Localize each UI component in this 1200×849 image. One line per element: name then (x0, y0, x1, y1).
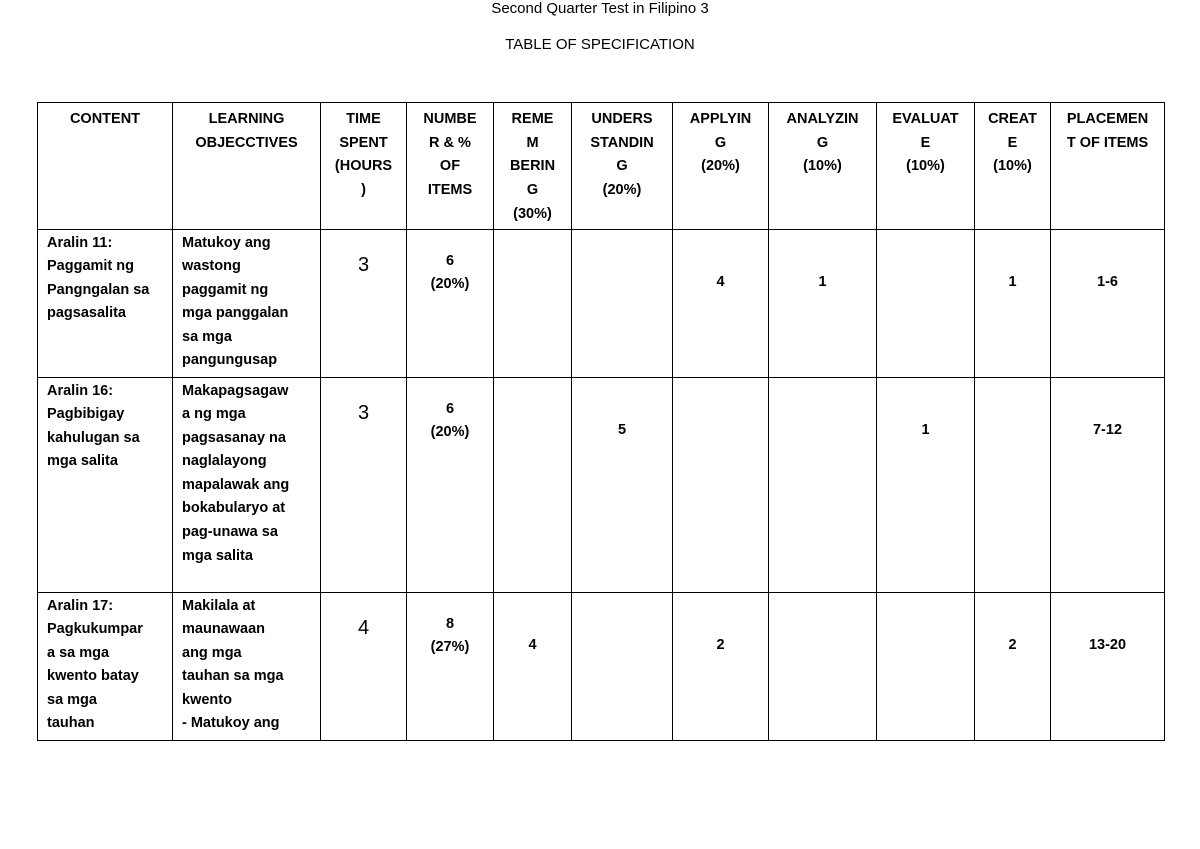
header-evaluate: EVALUAT E (10%) (877, 103, 975, 230)
create-value: 1 (1008, 273, 1017, 290)
cell-remembering (494, 229, 572, 377)
table-row (38, 592, 1165, 740)
header-applying: APPLYIN G (20%) (673, 103, 769, 230)
placement-value: 13-20 (1088, 636, 1127, 653)
cell-evaluate (877, 592, 975, 740)
header-create: CREAT E (10%) (975, 103, 1051, 230)
cell-create (975, 592, 1051, 740)
analyzing-value: 1 (818, 273, 827, 290)
items-value: 8 (27%) (430, 615, 470, 656)
cell-remembering (494, 377, 572, 592)
cell-understanding (572, 377, 673, 592)
table-header-row (38, 103, 1165, 230)
placement-value: 7-12 (1092, 421, 1123, 438)
items-value: 6 (20%) (430, 252, 470, 293)
cell-objectives: Makilala at maunawaan ang mga tauhan sa mga kwento - Matukoy ang (173, 592, 321, 740)
applying-value: 2 (716, 636, 725, 653)
header-placement: PLACEMEN T OF ITEMS (1051, 103, 1165, 230)
header-understanding: UNDERS STANDIN G (20%) (572, 103, 673, 230)
cell-remembering (494, 592, 572, 740)
cell-objectives: Makapagsagaw a ng mga pagsasanay na naglalayong mapalawak ang bokabularyo at pag-unawa sa mga salita (173, 377, 321, 592)
cell-applying (673, 377, 769, 592)
cell-content: Aralin 11: Paggamit ng Pangngalan sa pagsasalita (38, 229, 173, 377)
placement-value: 1-6 (1097, 273, 1118, 290)
cell-time (321, 377, 407, 592)
time-value: 3 (357, 401, 370, 424)
specification-table (37, 102, 1165, 741)
cell-placement (1051, 377, 1165, 592)
cell-applying (673, 592, 769, 740)
cell-analyzing (769, 592, 877, 740)
header-learning-objectives: LEARNING OBJECCTIVES (173, 103, 321, 230)
header-number-of-items: NUMBE R & % OF ITEMS (407, 103, 494, 230)
table-row (38, 229, 1165, 377)
table-row (38, 377, 1165, 592)
cell-create (975, 229, 1051, 377)
remembering-value: 4 (528, 636, 537, 653)
time-value: 3 (357, 253, 370, 276)
time-value: 4 (357, 616, 370, 639)
cell-items (407, 592, 494, 740)
cell-applying (673, 229, 769, 377)
cell-analyzing (769, 229, 877, 377)
cell-content: Aralin 16: Pagbibigay kahulugan sa mga salita (38, 377, 173, 592)
cell-evaluate (877, 229, 975, 377)
evaluate-value: 1 (921, 421, 930, 438)
document-subtitle: TABLE OF SPECIFICATION (505, 36, 695, 53)
cell-placement (1051, 229, 1165, 377)
cell-analyzing (769, 377, 877, 592)
cell-placement (1051, 592, 1165, 740)
cell-items (407, 377, 494, 592)
cell-understanding (572, 229, 673, 377)
understanding-value: 5 (617, 421, 627, 438)
items-value: 6 (20%) (430, 400, 470, 441)
applying-value: 4 (716, 273, 725, 290)
cell-objectives: Matukoy ang wastong paggamit ng mga panggalan sa mga pangungusap (173, 229, 321, 377)
cell-time (321, 229, 407, 377)
header-remembering: REME M BERIN G (30%) (494, 103, 572, 230)
create-value: 2 (1008, 636, 1017, 653)
header-analyzing: ANALYZIN G (10%) (769, 103, 877, 230)
cell-items (407, 229, 494, 377)
cell-content: Aralin 17: Pagkukumpar a sa mga kwento batay sa mga tauhan (38, 592, 173, 740)
cell-time (321, 592, 407, 740)
header-time-spent: TIME SPENT (HOURS ) (321, 103, 407, 230)
cell-evaluate (877, 377, 975, 592)
cell-create (975, 377, 1051, 592)
document-title: Second Quarter Test in Filipino 3 (491, 0, 709, 17)
cell-understanding (572, 592, 673, 740)
header-content: CONTENT (38, 103, 173, 230)
